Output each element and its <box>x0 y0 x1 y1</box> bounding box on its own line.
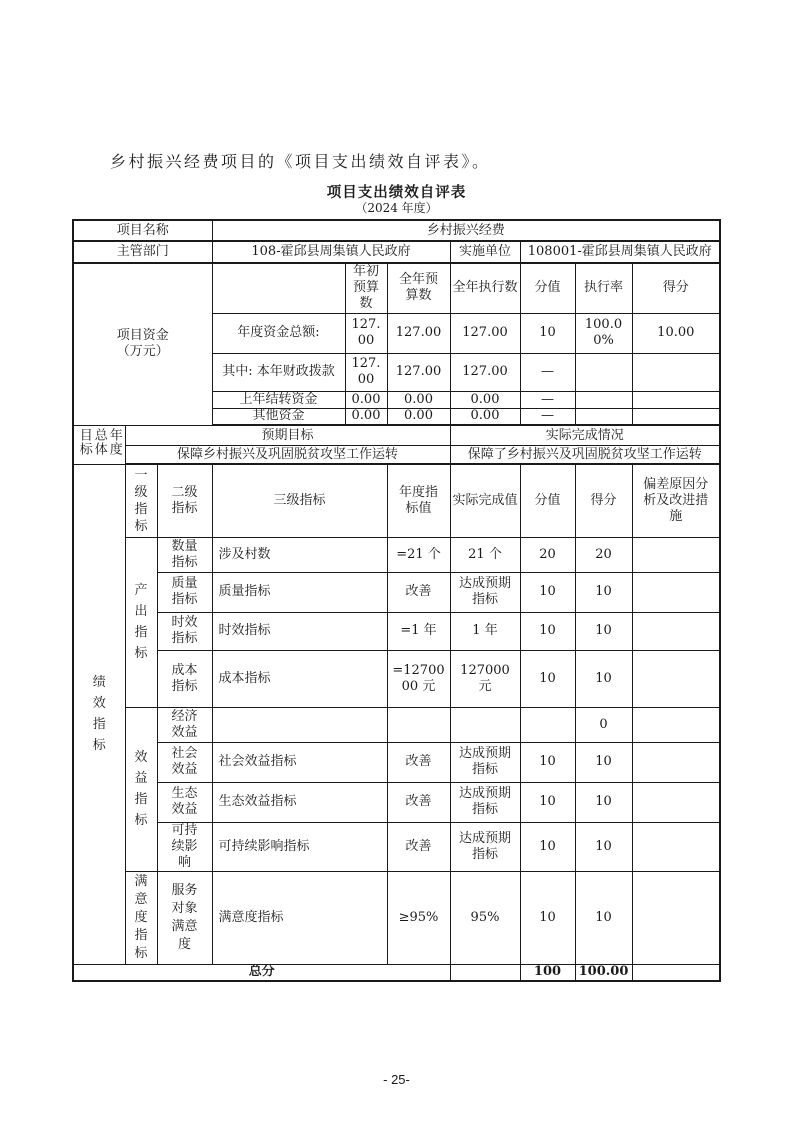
funding-cell: — <box>520 408 575 425</box>
indicator-header-score: 得分 <box>575 464 632 537</box>
indicator-target: 改善 <box>387 742 450 782</box>
funding-header-score-value: 分值 <box>520 263 575 313</box>
indicator-target: 改善 <box>387 572 450 612</box>
funding-blank-cell <box>212 263 345 313</box>
funding-cell: 0.00 <box>450 391 520 408</box>
indicator-row <box>73 707 720 742</box>
indicator-target: 改善 <box>387 822 450 871</box>
funding-cell <box>632 391 720 408</box>
indicator-row <box>73 782 720 822</box>
funding-cell: 127.00 <box>450 353 520 391</box>
total-blank <box>450 964 520 981</box>
indicator-name: 满意度指标 <box>212 871 387 964</box>
indicator-score: 10 <box>575 612 632 650</box>
page-number: - 25- <box>383 1072 410 1087</box>
indicator-level2: 可持续影响 <box>157 822 212 871</box>
indicator-deviation <box>632 707 720 742</box>
indicator-row <box>73 822 720 871</box>
intro-paragraph: 乡村振兴经费项目的《项目支出绩效自评表》。 <box>110 152 491 171</box>
indicator-actual: 95% <box>450 871 520 964</box>
indicator-score-value: 10 <box>520 742 575 782</box>
table-row <box>73 263 720 313</box>
unit-label: 实施单位 <box>450 241 520 263</box>
funding-header-initial: 年初预算数 <box>345 263 387 313</box>
indicator-score: 10 <box>575 822 632 871</box>
indicator-score: 10 <box>575 871 632 964</box>
indicator-row <box>73 612 720 650</box>
funding-cell: 0.00 <box>345 391 387 408</box>
indicator-target: 改善 <box>387 782 450 822</box>
indicator-actual: 1 年 <box>450 612 520 650</box>
indicator-score: 10 <box>575 572 632 612</box>
indicator-level2: 服务对象满意度 <box>157 871 212 964</box>
indicator-actual: 达成预期指标 <box>450 572 520 612</box>
table-row <box>73 425 720 446</box>
indicator-deviation <box>632 537 720 572</box>
indicator-score-value: 10 <box>520 572 575 612</box>
indicator-level2: 经济效益 <box>157 707 212 742</box>
table-row <box>73 241 720 263</box>
indicator-row <box>73 871 720 964</box>
indicator-deviation <box>632 782 720 822</box>
indicator-actual: 达成预期指标 <box>450 742 520 782</box>
total-score: 100.00 <box>575 964 632 981</box>
indicator-score: 20 <box>575 537 632 572</box>
group-label-output: 产出指标 <box>125 537 157 707</box>
indicator-level2: 社会效益 <box>157 742 212 782</box>
indicator-name: 生态效益指标 <box>212 782 387 822</box>
indicator-name: 涉及村数 <box>212 537 387 572</box>
indicator-score: 10 <box>575 782 632 822</box>
funding-cell: 127.00 <box>387 313 450 353</box>
indicator-name: 社会效益指标 <box>212 742 387 782</box>
indicator-score-value: 10 <box>520 612 575 650</box>
table-row <box>73 220 720 241</box>
funding-cell <box>575 408 632 425</box>
funding-header-executed: 全年执行数 <box>450 263 520 313</box>
indicator-name: 成本指标 <box>212 650 387 707</box>
page-subtitle: （2024 年度） <box>355 201 438 215</box>
goal-section-label: 年度总体目标 <box>73 425 125 464</box>
funding-cell: 10.00 <box>632 313 720 353</box>
table-row <box>73 464 720 537</box>
indicator-target: ≥95% <box>387 871 450 964</box>
funding-row-label: 其他资金 <box>212 408 345 425</box>
funding-cell: 0.00 <box>387 408 450 425</box>
goal-actual-value: 保障了乡村振兴及巩固脱贫攻坚工作运转 <box>450 446 720 464</box>
indicator-deviation <box>632 871 720 964</box>
unit-value: 108001-霍邱县周集镇人民政府 <box>520 241 720 263</box>
indicator-score: 10 <box>575 650 632 707</box>
funding-cell: 100.00% <box>575 313 632 353</box>
indicator-name <box>212 707 387 742</box>
indicator-header-deviation: 偏差原因分析及改进措施 <box>632 464 720 537</box>
funding-row-label: 年度资金总额: <box>212 313 345 353</box>
indicator-deviation <box>632 572 720 612</box>
indicator-score-value: 10 <box>520 782 575 822</box>
indicator-score-value: 10 <box>520 871 575 964</box>
indicator-name: 可持续影响指标 <box>212 822 387 871</box>
indicator-target: =1 年 <box>387 612 450 650</box>
indicator-header-actual: 实际完成值 <box>450 464 520 537</box>
indicator-deviation <box>632 742 720 782</box>
indicator-row <box>73 650 720 707</box>
group-label-benefit: 效益指标 <box>125 707 157 871</box>
funding-cell: 0.00 <box>387 391 450 408</box>
project-name-value: 乡村振兴经费 <box>212 220 720 241</box>
funding-cell: 127.00 <box>450 313 520 353</box>
indicator-actual: 127000元 <box>450 650 520 707</box>
funding-section-label: 项目资金（万元） <box>73 263 212 425</box>
total-score-value: 100 <box>520 964 575 981</box>
self-evaluation-table <box>72 219 721 982</box>
total-label: 总分 <box>73 964 450 981</box>
page-title: 项目支出绩效自评表 <box>326 184 467 201</box>
group-label-satisfaction: 满意度指标 <box>125 871 157 964</box>
funding-cell: 127.00 <box>345 353 387 391</box>
total-row <box>73 964 720 981</box>
indicator-header-score-value: 分值 <box>520 464 575 537</box>
indicator-target: =1270000 元 <box>387 650 450 707</box>
funding-cell: — <box>520 391 575 408</box>
goal-actual-header: 实际完成情况 <box>450 425 720 446</box>
indicator-deviation <box>632 822 720 871</box>
indicator-score: 0 <box>575 707 632 742</box>
indicator-header-level3: 三级指标 <box>212 464 387 537</box>
dept-label: 主管部门 <box>73 241 212 263</box>
indicator-actual: 达成预期指标 <box>450 822 520 871</box>
indicator-section-label: 绩效指标 <box>73 464 125 964</box>
funding-cell <box>575 391 632 408</box>
funding-cell: 0.00 <box>450 408 520 425</box>
goal-expected-value: 保障乡村振兴及巩固脱贫攻坚工作运转 <box>125 446 450 464</box>
indicator-header-target: 年度指标值 <box>387 464 450 537</box>
indicator-name: 质量指标 <box>212 572 387 612</box>
indicator-score-value: 10 <box>520 822 575 871</box>
funding-cell: 127.00 <box>387 353 450 391</box>
indicator-score-value: 10 <box>520 650 575 707</box>
funding-cell <box>632 408 720 425</box>
indicator-target <box>387 707 450 742</box>
project-name-label: 项目名称 <box>73 220 212 241</box>
indicator-level2: 成本指标 <box>157 650 212 707</box>
indicator-score-value: 20 <box>520 537 575 572</box>
indicator-row <box>73 742 720 782</box>
indicator-score-value <box>520 707 575 742</box>
funding-cell: 0.00 <box>345 408 387 425</box>
indicator-actual: 21 个 <box>450 537 520 572</box>
total-deviation <box>632 964 720 981</box>
indicator-actual: 达成预期指标 <box>450 782 520 822</box>
indicator-name: 时效指标 <box>212 612 387 650</box>
indicator-deviation <box>632 650 720 707</box>
funding-cell <box>575 353 632 391</box>
funding-header-rate: 执行率 <box>575 263 632 313</box>
funding-cell: 127.00 <box>345 313 387 353</box>
indicator-deviation <box>632 612 720 650</box>
goal-expected-header: 预期目标 <box>125 425 450 446</box>
funding-header-score: 得分 <box>632 263 720 313</box>
indicator-header-level1: 一级指标 <box>125 464 157 537</box>
funding-row-label: 其中: 本年财政拨款 <box>212 353 345 391</box>
funding-cell <box>632 353 720 391</box>
funding-header-annual: 全年预算数 <box>387 263 450 313</box>
indicator-level2: 质量指标 <box>157 572 212 612</box>
funding-cell: — <box>520 353 575 391</box>
indicator-header-level2: 二级指标 <box>157 464 212 537</box>
indicator-target: =21 个 <box>387 537 450 572</box>
table-row <box>73 446 720 464</box>
indicator-actual <box>450 707 520 742</box>
indicator-level2: 生态效益 <box>157 782 212 822</box>
indicator-level2: 数量指标 <box>157 537 212 572</box>
indicator-score: 10 <box>575 742 632 782</box>
funding-cell: 10 <box>520 313 575 353</box>
indicator-row <box>73 537 720 572</box>
dept-value: 108-霍邱县周集镇人民政府 <box>212 241 450 263</box>
indicator-level2: 时效指标 <box>157 612 212 650</box>
funding-row-label: 上年结转资金 <box>212 391 345 408</box>
indicator-row <box>73 572 720 612</box>
